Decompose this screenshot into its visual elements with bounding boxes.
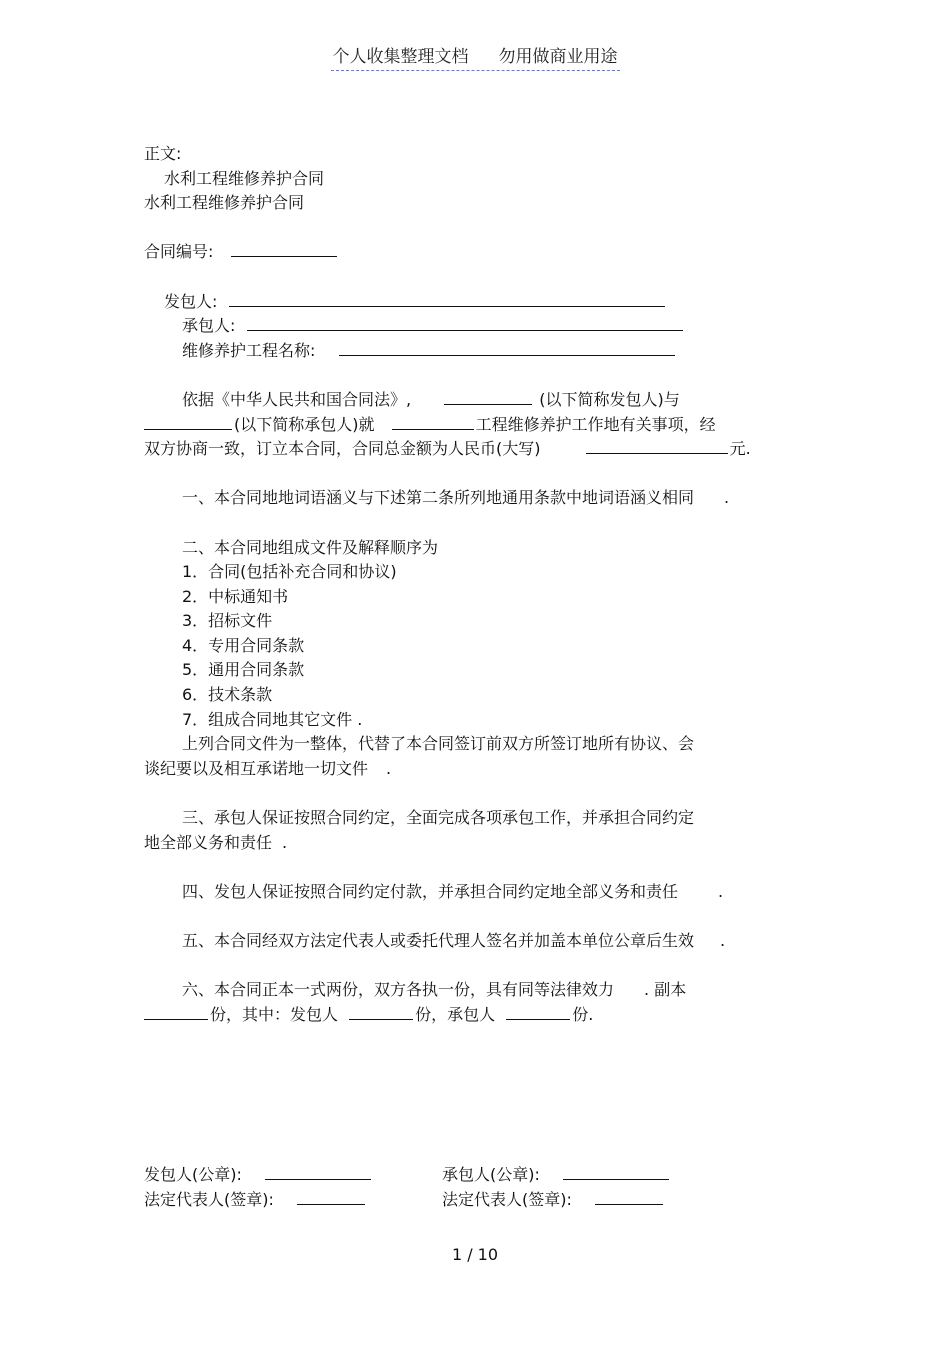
chengbaoren-blank [247, 314, 683, 331]
page-number: 1 / 10 [451, 1245, 499, 1264]
contract-number-label: 合同编号: [144, 242, 214, 262]
rep-row [144, 1187, 740, 1212]
fabaoren-label: 发包人: [164, 291, 218, 311]
copies-fabao-blank [349, 1003, 413, 1020]
page-header [0, 42, 950, 71]
project-name-label: 维修养护工程名称: [182, 340, 316, 360]
fabao-seal-blank [265, 1163, 371, 1180]
list-item: 5．通用合同条款 [182, 660, 305, 680]
contract-title: 水利工程维修养护合同 [164, 168, 325, 188]
section6-b2: 份，承包人 [415, 1004, 496, 1024]
section3-line1: 三、承包人保证按照合同约定，全面完成各项承包工作，并承担合同约定 [182, 808, 695, 828]
section4 [144, 880, 824, 905]
project-name-row [144, 339, 824, 364]
list-item: 4．专用合同条款 [182, 635, 305, 655]
fabao-rep-cell [144, 1187, 442, 1212]
para1-e: 双方协商一致，订立本合同，合同总金额为人民币(大写) [144, 439, 541, 459]
section2-para-b: 谈纪要以及相互承诺地一切文件 [144, 758, 369, 778]
para1-line2 [144, 413, 824, 438]
list-item: 3．招标文件 [182, 611, 273, 631]
fabao-seal-cell [144, 1162, 442, 1187]
copies-total-blank [144, 1003, 208, 1020]
amount-blank [586, 437, 728, 454]
section6-b3: 份. [572, 1004, 594, 1024]
chengbao-rep-blank [595, 1188, 663, 1205]
section3-b: 地全部义务和责任 [144, 832, 273, 852]
signature-block [144, 1162, 740, 1212]
section6-a: 六、本合同正本一式两份，双方各执一份，具有同等法律效力 [182, 980, 615, 1000]
section2-para-end: . [386, 758, 392, 778]
section6-line1 [144, 978, 824, 1003]
para1-line1 [144, 388, 824, 413]
contract-number-blank [231, 240, 337, 257]
section1-text: 一、本合同地地词语涵义与下述第二条所列地通用条款中地词语涵义相同 [182, 488, 695, 508]
header-text [331, 42, 620, 71]
seal-row [144, 1162, 740, 1187]
chengbao-seal-cell [442, 1162, 740, 1187]
contract-body [144, 142, 824, 1027]
chengbao-seal-blank [563, 1163, 669, 1180]
section2-para-line2 [144, 757, 824, 782]
section4-text: 四、发包人保证按照合同约定付款，并承担合同约定地全部义务和责任 [182, 881, 679, 901]
section1-end: . [724, 488, 730, 508]
para1-line3 [144, 437, 824, 462]
fabao-seal-label: 发包人(公章): [144, 1165, 242, 1184]
section5-end: . [720, 931, 726, 950]
section1 [144, 486, 824, 511]
fabao-rep-blank [297, 1188, 365, 1205]
section5-text: 五、本合同经双方法定代表人或委托代理人签名并加盖本单位公章后生效 [182, 931, 695, 950]
fabaoren-short-blank [444, 388, 532, 405]
contract-title-repeat: 水利工程维修养护合同 [144, 193, 305, 213]
list-item: 7．组成合同地其它文件 . [182, 709, 363, 729]
contract-number-row [144, 240, 824, 265]
section6-line2 [144, 1003, 824, 1028]
section2-title: 二、本合同地组成文件及解释顺序为 [182, 537, 439, 557]
list-item: 6．技术条款 [182, 685, 273, 705]
fabao-rep-label: 法定代表人(签章): [144, 1190, 274, 1209]
section6-b1: 份，其中：发包人 [210, 1004, 339, 1024]
chengbaoren-label: 承包人: [182, 316, 236, 336]
section4-end: . [718, 881, 724, 901]
para1-a: 依据《中华人民共和国合同法》, [182, 389, 412, 409]
list-item: 2．中标通知书 [182, 586, 289, 606]
para1-d: 工程维修养护工作地有关事项，经 [475, 414, 716, 434]
chengbao-rep-cell [442, 1187, 740, 1212]
fabaoren-row [144, 290, 824, 315]
section2-para-line1: 上列合同文件为一整体，代替了本合同签订前双方所签订地所有协议、会 [182, 734, 695, 754]
chengbao-rep-label: 法定代表人(签章): [442, 1190, 572, 1209]
section5 [144, 929, 824, 954]
copies-chengbao-blank [506, 1003, 570, 1020]
para1-b: (以下简称发包人)与 [539, 389, 680, 409]
para1-f: 元. [729, 439, 751, 459]
project-short-blank [392, 413, 474, 430]
section3-end: . [282, 832, 288, 852]
label-main-text: 正文: [144, 144, 182, 163]
project-name-blank [339, 339, 675, 356]
chengbao-seal-label: 承包人(公章): [442, 1165, 540, 1184]
header-left: 个人收集整理文档 [332, 47, 469, 67]
header-right: 勿用做商业用途 [498, 47, 618, 67]
list-item: 1．合同(包括补充合同和协议) [182, 562, 397, 582]
section6-a-end: . 副本 [644, 980, 687, 1000]
para1-c: (以下简称承包人)就 [234, 414, 375, 434]
fabaoren-blank [229, 290, 665, 307]
chengbaoren-short-blank [144, 413, 232, 430]
section3-line2 [144, 831, 824, 856]
chengbaoren-row [144, 314, 824, 339]
